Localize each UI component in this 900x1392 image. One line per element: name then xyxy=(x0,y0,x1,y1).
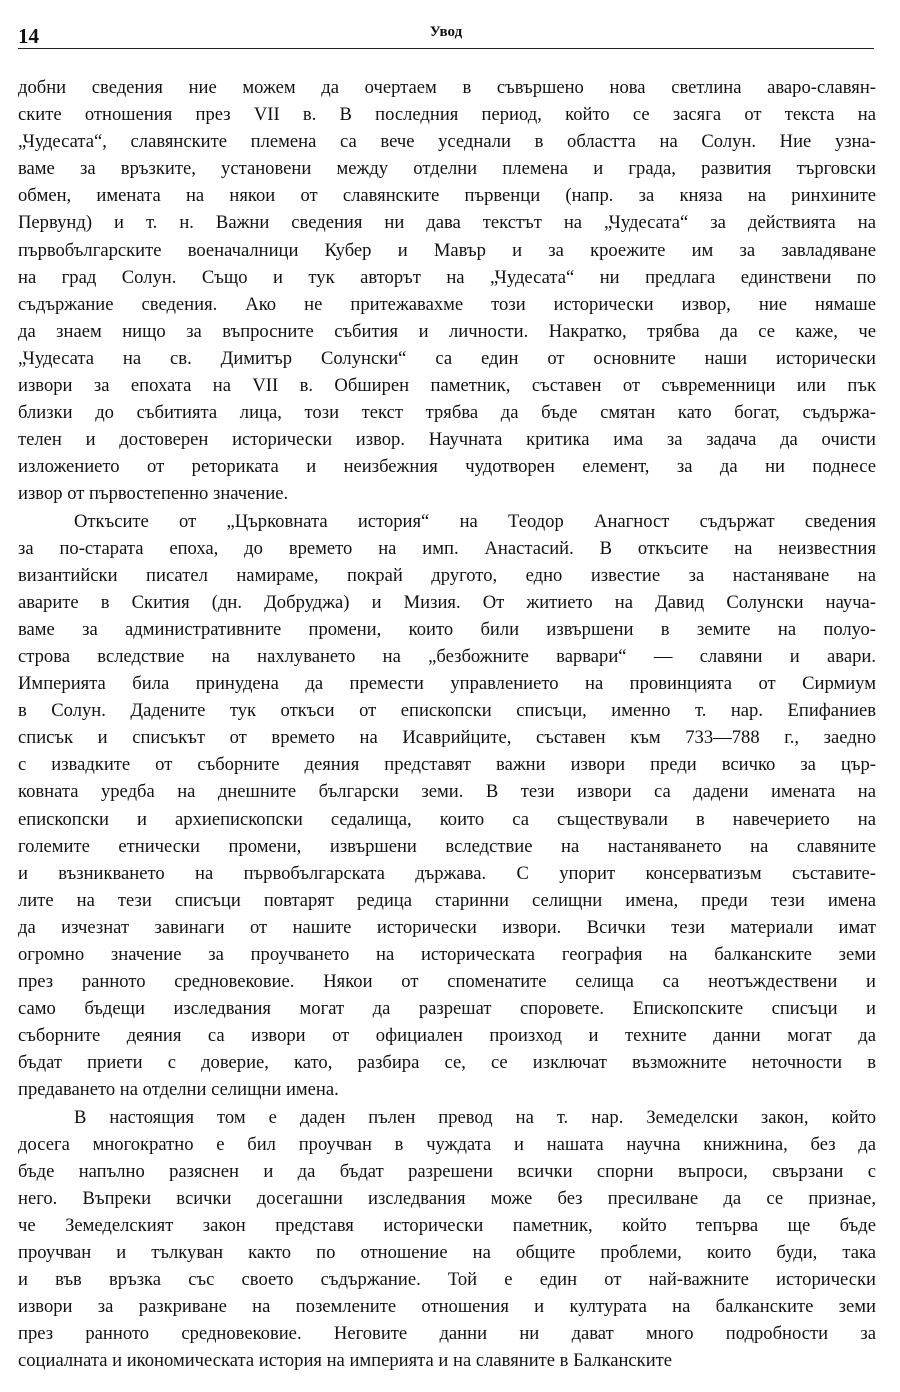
text-line: през ранното средновековие. Неговите данни ни дават много подробности за xyxy=(18,1323,876,1345)
text-line: да изчезнат завинаги от нашите исторически извори. Всички тези материали имат xyxy=(18,916,876,938)
text-line: него. Въпреки всички досегашни изследвания може без пресилване да се признае, xyxy=(18,1187,876,1209)
text-line: досега многократно е бил проучван в чуждата и нашата научна книжнина, без да xyxy=(18,1133,876,1155)
text-line: Откъсите от „Църковната история“ на Теодор Анагност съдържат сведения xyxy=(74,510,876,532)
text-line: в Солун. Дадените тук откъси от епископски списъци, именно т. нар. Епифаниев xyxy=(18,700,876,722)
text-line: извор от първостепенно значение. xyxy=(18,483,289,505)
text-line: ските отношения през VII в. В последния период, който се засяга от текста на xyxy=(18,104,876,126)
page-number: 14 xyxy=(18,24,39,48)
text-line: големите етнически промени, извършени вследствие на настаняването на славяните xyxy=(18,835,876,857)
text-line: обмен, имената на някои от славянските първенци (напр. за княза на ринхините xyxy=(18,185,876,207)
text-line: ковната уредба на днешните български земи. В тези извори са дадени имената на xyxy=(18,781,876,803)
header-rule xyxy=(18,48,874,49)
text-line: Первунд) и т. н. Важни сведения ни дава текстът на „Чудесата“ за действията на xyxy=(18,212,876,234)
chapter-title: Увод xyxy=(429,24,463,40)
text-line: на град Солун. Също и тук авторът на „Чудесата“ ни предлага единствени по xyxy=(18,266,876,288)
text-line: аварите в Скития (дн. Добруджа) и Мизия. От житието на Давид Солунски научa- xyxy=(18,591,876,613)
text-line: „Чудесата на св. Димитър Солунски“ са един от основните наши исторически xyxy=(18,347,876,369)
text-line: с извадките от съборните деяния представят важни извори преди всичко за цър- xyxy=(18,754,876,776)
paragraph xyxy=(18,1104,876,1375)
body-text xyxy=(18,74,876,1375)
text-line: близки до събитията лица, този текст трябва да бъде смятан като богат, съдържа- xyxy=(18,402,876,424)
text-line: „Чудесата“, славянските племена са вече уседнали в областта на Солун. Ние узна- xyxy=(18,131,876,153)
running-head xyxy=(18,20,874,50)
text-line: и възникването на първобългарската държава. С упорит консерватизъм съставите- xyxy=(18,862,876,884)
text-line: първобългарските военачалници Кубер и Мавър и за кроежите им за завладяване xyxy=(18,239,876,261)
text-line: проучван и тълкуван както по отношение на общите проблеми, които буди, така xyxy=(18,1242,876,1264)
text-line: че Земеделският закон представя исторически паметник, който тепърва ще бъде xyxy=(18,1214,876,1236)
text-line: Империята била принудена да премести управлението на провинцията от Сирмиум xyxy=(18,673,876,695)
text-line: бъдат приети с доверие, като, разбира се, се изключат възможните неточности в xyxy=(18,1052,876,1074)
text-line: бъде напълно разяснен и да бъдат разрешени всички спорни въпроси, свързани с xyxy=(18,1160,876,1182)
text-line: огромно значение за проучването на историческата география на балканските земи xyxy=(18,944,876,965)
text-line: списък и списъкът от времето на Исаврийците, съставен към 733—788 г., заедно xyxy=(18,727,876,749)
text-line: само бъдещи изследвания могат да разрешат споровете. Епископските списъци и xyxy=(18,998,876,1020)
text-line: съборните деяния са извори от официален произход и техните данни могат да xyxy=(18,1025,876,1047)
text-line: предаването на отделни селищни имена. xyxy=(18,1079,339,1101)
text-line: телен и достоверен исторически извор. Научната критика има за задача да очисти xyxy=(18,429,876,451)
text-line: да знаем нищо за въпросните събития и личности. Накратко, трябва да се каже, че xyxy=(18,320,876,342)
text-line: добни сведения ние можем да очертаем в съвършено нова светлина аваро-славян- xyxy=(18,77,876,98)
text-line: и във връзка със своето съдържание. Той е един от най-важните исторически xyxy=(18,1269,876,1291)
text-line: лите на тези списъци повтарят редица старинни селищни имена, преди тези имена xyxy=(18,889,876,911)
text-line: строва вследствие на нахлуването на „безбожните варвари“ — славяни и авари. xyxy=(18,645,876,667)
text-line: епископски и архиепископски седалища, които са съществували в навечерието на xyxy=(18,808,876,830)
text-line: извори за разкриване на поземлените отношения и културата на балканските земи xyxy=(18,1296,876,1318)
text-line: византийски писател намираме, покрай другото, едно известие за настаняване на xyxy=(18,564,876,586)
text-line: през ранното средновековие. Някои от споменатите селища са неотъждествени и xyxy=(18,971,876,993)
text-line: В настоящия том е даден пълен превод на т. нар. Земеделски закон, който xyxy=(74,1106,876,1128)
text-line: изложението от реториката и неизбежния чудотворен елемент, за да ни поднесе xyxy=(18,456,876,478)
text-line: социалната и икономическата история на империята и на славяните в Балканските xyxy=(18,1350,673,1372)
text-line: ваме за връзките, установени между отделни племена и града, развития търговски xyxy=(18,158,876,180)
paragraph xyxy=(18,74,876,508)
text-line: ваме за административните промени, които били извършени в земите на полуо- xyxy=(18,618,876,640)
text-line: съдържание сведения. Ако не притежавахме този исторически извор, ние нямаше xyxy=(18,293,876,315)
text-line: за по-старата епоха, до времето на имп. Анастасий. В откъсите на неизвестния xyxy=(18,537,876,559)
paragraph xyxy=(18,508,876,1104)
text-line: извори за епохата на VII в. Обширен паметник, съставен от съвременници или пък xyxy=(18,375,876,397)
